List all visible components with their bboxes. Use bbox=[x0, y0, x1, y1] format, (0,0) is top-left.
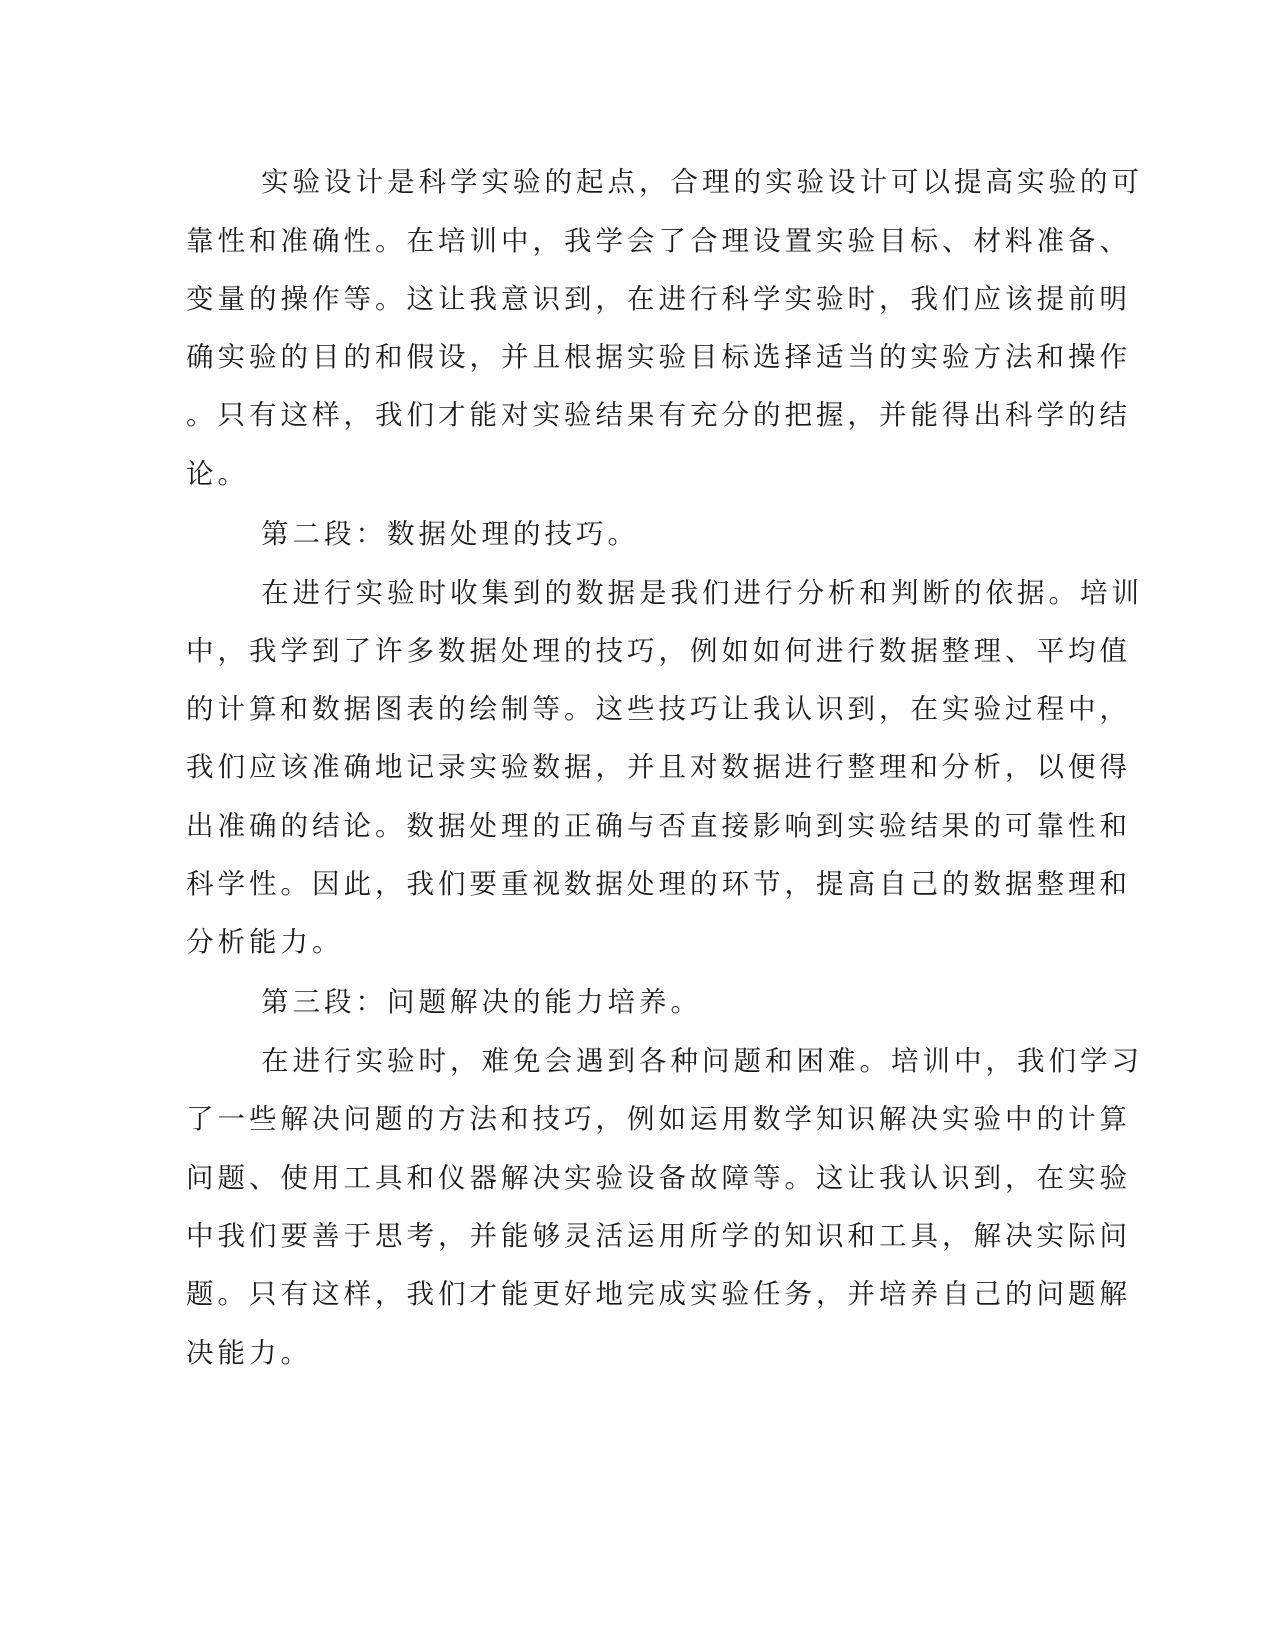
paragraph-3-line-1: 在进行实验时，难免会遇到各种问题和困难。培训中，我们学习 bbox=[261, 1045, 1143, 1077]
section-heading-3: 第三段：问题解决的能力培养。 bbox=[261, 986, 702, 1018]
paragraph-2-line-3: 的计算和数据图表的绘制等。这些技巧让我认识到，在实验过程中， bbox=[186, 693, 1131, 725]
paragraph-2-line-4: 我们应该准确地记录实验数据，并且对数据进行整理和分析，以便得 bbox=[186, 751, 1131, 783]
paragraph-2-line-1: 在进行实验时收集到的数据是我们进行分析和判断的依据。培训 bbox=[261, 577, 1143, 609]
paragraph-1-line-2: 靠性和准确性。在培训中，我学会了合理设置实验目标、材料准备、 bbox=[186, 225, 1131, 257]
paragraph-3-line-5: 题。只有这样，我们才能更好地完成实验任务，并培养自己的问题解 bbox=[186, 1278, 1131, 1310]
paragraph-3-line-2: 了一些解决问题的方法和技巧，例如运用数学知识解决实验中的计算 bbox=[186, 1103, 1131, 1135]
paragraph-1-line-5: 。只有这样，我们才能对实验结果有充分的把握，并能得出科学的结 bbox=[186, 399, 1131, 431]
section-heading-2: 第二段：数据处理的技巧。 bbox=[261, 518, 639, 550]
paragraph-3-line-4: 中我们要善于思考，并能够灵活运用所学的知识和工具，解决实际问 bbox=[186, 1220, 1131, 1252]
paragraph-2-line-2: 中，我学到了许多数据处理的技巧，例如如何进行数据整理、平均值 bbox=[186, 635, 1131, 667]
paragraph-3-line-6: 决能力。 bbox=[186, 1337, 312, 1369]
paragraph-1-line-6: 论。 bbox=[186, 458, 249, 490]
paragraph-3-line-3: 问题、使用工具和仪器解决实验设备故障等。这让我认识到，在实验 bbox=[186, 1162, 1131, 1194]
paragraph-2-line-6: 科学性。因此，我们要重视数据处理的环节，提高自己的数据整理和 bbox=[186, 868, 1131, 900]
paragraph-1-line-4: 确实验的目的和假设，并且根据实验目标选择适当的实验方法和操作 bbox=[186, 341, 1131, 373]
paragraph-1-line-1: 实验设计是科学实验的起点，合理的实验设计可以提高实验的可 bbox=[261, 166, 1143, 198]
paragraph-2-line-7: 分析能力。 bbox=[186, 926, 344, 958]
paragraph-2-line-5: 出准确的结论。数据处理的正确与否直接影响到实验结果的可靠性和 bbox=[186, 810, 1131, 842]
paragraph-1-line-3: 变量的操作等。这让我意识到，在进行科学实验时，我们应该提前明 bbox=[186, 283, 1131, 315]
